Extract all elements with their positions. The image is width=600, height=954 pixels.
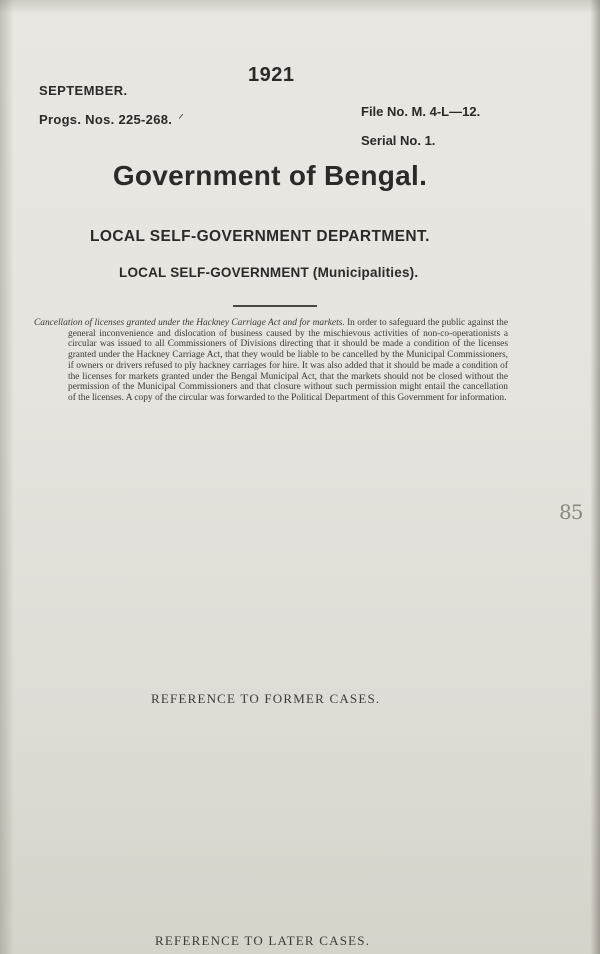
serial-number: Serial No. 1. bbox=[361, 133, 436, 148]
page-edge-shadow-right bbox=[590, 0, 600, 954]
proceedings-numbers bbox=[39, 112, 184, 128]
summary-paragraph bbox=[34, 318, 508, 404]
divider-rule bbox=[233, 305, 317, 307]
government-title: Government of Bengal. bbox=[112, 160, 428, 191]
handwritten-page-number: 85 bbox=[559, 500, 583, 524]
reference-later-cases: REFERENCE TO LATER CASES. bbox=[155, 933, 371, 948]
file-number: File No. M. 4-L—12. bbox=[361, 104, 481, 119]
reference-former-cases: REFERENCE TO FORMER CASES. bbox=[151, 691, 381, 706]
summary-text: In order to safeguard the public against the general inconvenience and dislocation of business caused by the mischievous activities of non-co-operationists a circular was issued to all Commissioners of Divisions directing that it should be made a condition of the licenses granted under the Hackney Carriage Act, that they would be liable to be cancelled by the Municipal Commissioners, if owners or drivers refused to ply hackney carriages for hire. It was also added that it should be made a condition of the licenses for markets granted under the Bengal Municipal Act, that the markets should not be closed without the permission of the Municipal Commissioners and that closure without such permission might entail the cancellation of the licenses. A copy of the circular was forwarded to the Political Department of this Government for information. bbox=[68, 318, 508, 403]
year-heading: 1921 bbox=[248, 64, 295, 86]
page-edge-shadow-top bbox=[0, 0, 600, 14]
month-label: SEPTEMBER. bbox=[39, 83, 128, 98]
page-edge-shadow-left bbox=[0, 0, 14, 954]
department-title: LOCAL SELF-GOVERNMENT DEPARTMENT. bbox=[90, 228, 430, 245]
handwritten-tick-icon: ᐟ bbox=[178, 112, 185, 128]
summary-lead: Cancellation of licenses granted under the Hackney Carriage Act and for markets. bbox=[34, 318, 345, 328]
subdepartment-title: LOCAL SELF-GOVERNMENT (Municipalities). bbox=[119, 265, 419, 280]
proceedings-numbers-text: Progs. Nos. 225-268. bbox=[39, 112, 173, 127]
